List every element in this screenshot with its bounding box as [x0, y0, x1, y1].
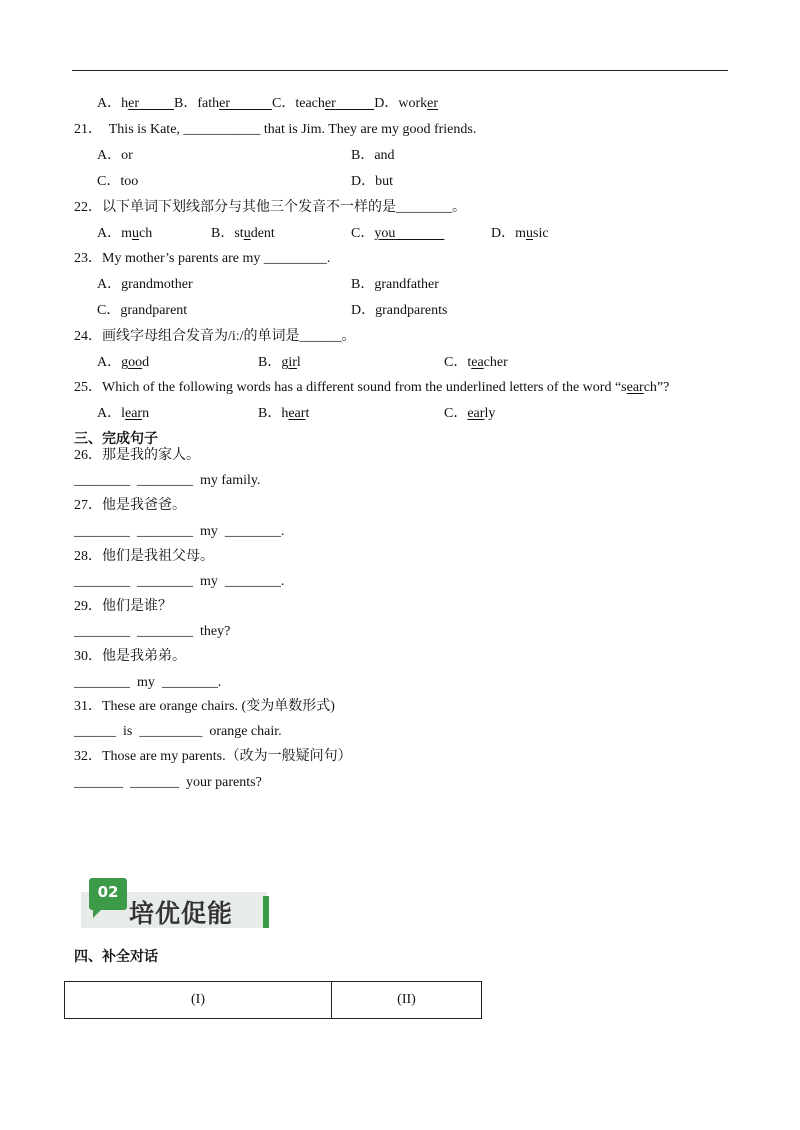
q32-stem: 32．Those are my parents.（改为一般疑问句）	[74, 749, 352, 764]
q23-option-d[interactable]: D．grandparents	[351, 303, 448, 318]
banner-number-badge: 02	[89, 878, 127, 910]
q21-stem: 21． This is Kate, ___________ that is Jim. They are my good friends.	[74, 122, 477, 137]
q22-option-a[interactable]: A．much	[97, 226, 153, 241]
section-4-heading: 四、补全对话	[74, 950, 158, 965]
dialogue-table	[64, 981, 482, 1019]
q22-option-d[interactable]: D．music	[491, 226, 549, 241]
q23-option-b[interactable]: B．grandfather	[351, 277, 439, 292]
q32-answer-line[interactable]: _______ _______ your parents?	[74, 775, 262, 790]
q31-answer-line[interactable]: ______ is _________ orange chair.	[74, 724, 282, 739]
q21-option-c[interactable]: C．too	[97, 174, 139, 189]
table-header-row	[65, 982, 482, 1019]
banner-accent-bar	[263, 896, 269, 928]
q20-options	[97, 96, 438, 112]
q20-option-a[interactable]: A．her	[97, 96, 140, 111]
q24-option-a[interactable]: A．good	[97, 355, 150, 370]
q21-option-a[interactable]: A．or	[97, 148, 133, 163]
q27-answer-line[interactable]: ________ ________ my ________.	[74, 524, 285, 539]
q29-stem: 29．他们是谁？	[74, 599, 172, 614]
section-3-heading: 三、完成句子	[74, 432, 158, 447]
q22-option-c[interactable]: C．you	[351, 226, 396, 241]
q26-stem: 26．那是我的家人。	[74, 448, 200, 463]
q30-answer-line[interactable]: ________ my ________.	[74, 675, 222, 690]
q21-option-d[interactable]: D．but	[351, 174, 393, 189]
q27-stem: 27．他是我爸爸。	[74, 498, 186, 513]
table-header-col-1: (I)	[65, 982, 332, 1019]
q29-answer-line[interactable]: ________ ________ they?	[74, 624, 231, 639]
q28-stem: 28．他们是我祖父母。	[74, 549, 214, 564]
q20-option-d[interactable]: D．worker	[374, 96, 439, 111]
q25-option-c[interactable]: C．early	[444, 406, 496, 421]
q23-option-a[interactable]: A．grandmother	[97, 277, 193, 292]
q21-option-b[interactable]: B．and	[351, 148, 395, 163]
q30-stem: 30．他是我弟弟。	[74, 649, 186, 664]
q24-option-b[interactable]: B．girl	[258, 355, 301, 370]
q20-option-b[interactable]: B．father	[174, 96, 231, 111]
q31-stem: 31．These are orange chairs. (变为单数形式)	[74, 699, 335, 714]
q23-option-c[interactable]: C．grandparent	[97, 303, 188, 318]
q25-stem: 25．Which of the following words has a different sound from the underlined letters of the word “search”?	[74, 380, 670, 395]
header-rule	[72, 70, 728, 71]
q24-stem: 24．画线字母组合发音为/iː/的单词是______。	[74, 329, 356, 344]
section-banner	[79, 878, 269, 930]
q25-option-b[interactable]: B．heart	[258, 406, 310, 421]
q28-answer-line[interactable]: ________ ________ my ________.	[74, 574, 285, 589]
q26-answer-line[interactable]: ________ ________ my family.	[74, 473, 261, 488]
banner-title: 培优促能	[129, 899, 234, 928]
q23-stem: 23．My mother’s parents are my _________.	[74, 251, 331, 266]
table-header-col-2: (II)	[332, 982, 482, 1019]
q25-option-a[interactable]: A．learn	[97, 406, 150, 421]
q24-option-c[interactable]: C．teacher	[444, 355, 508, 370]
q22-option-b[interactable]: B．student	[211, 226, 275, 241]
q22-stem: 22．以下单词下划线部分与其他三个发音不一样的是________。	[74, 200, 466, 215]
q20-option-c[interactable]: C．teacher	[272, 96, 336, 111]
